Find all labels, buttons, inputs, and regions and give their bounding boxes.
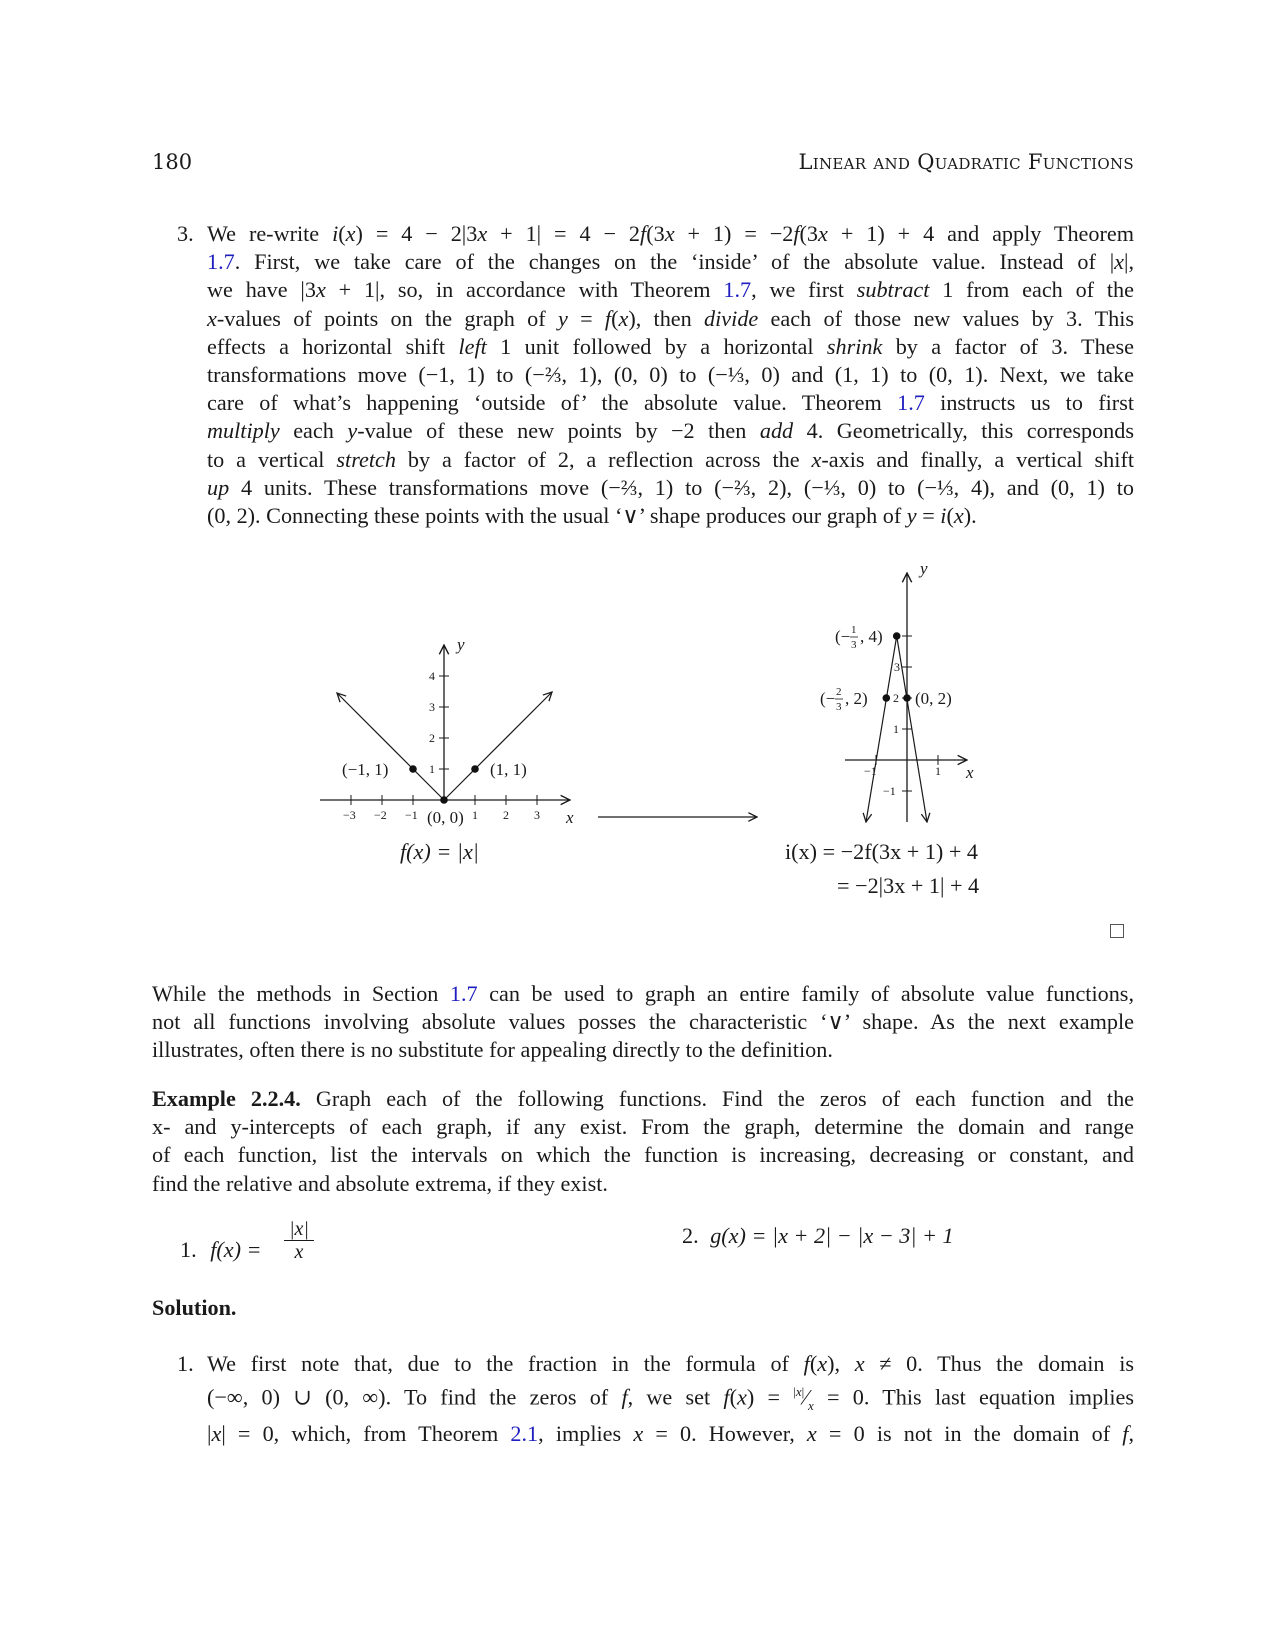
example-label: Example 2.2.4. [152,1086,301,1111]
item3-line-3: we have |3x + 1|, so, in accordance with Theorem 1.7, we first subtract 1 from each of the [207,277,1134,303]
problem-1: 1. f(x) = [180,1237,262,1262]
example-line-4: find the relative and absolute extrema, if they exist. [152,1170,608,1196]
svg-text:(−: (− [835,627,851,646]
transition-line-3: illustrates, often there is no substitute for appealing directly to the definition. [152,1037,833,1063]
svg-text:1: 1 [472,808,478,822]
svg-text:4: 4 [429,669,435,683]
transition-line-2: not all functions involving absolute values posses the characteristic ‘∨’ shape. As the next example [152,1009,1134,1035]
svg-text:1: 1 [851,624,857,636]
svg-text:y: y [920,559,928,578]
solution-item1-paragraph [207,1350,1134,1448]
transition-line-1: While the methods in Section 1.7 can be used to graph an entire family of absolute value functions, [152,981,1134,1006]
item3-line-4: x-values of points on the graph of y = f(x), then divide each of those new values by 3. This [207,305,1135,331]
right-graph-caption-line2: = −2|3x + 1| + 4 [837,873,980,898]
example-paragraph [152,1085,1134,1198]
theorem-link[interactable]: 2.1 [510,1421,539,1447]
section-link[interactable]: 1.7 [449,981,478,1006]
svg-text:2: 2 [503,808,509,822]
theorem-link[interactable]: 1.7 [207,249,235,275]
svg-text:y: y [457,635,465,654]
qed-box [1110,924,1124,938]
svg-text:2: 2 [429,731,435,745]
item3-line-8: multiply each y-value of these new points by −2 then add 4. Geometrically, this corresponds [207,418,1135,444]
svg-text:−1: −1 [405,808,418,822]
item3-line-1: We re-write i(x) = 4 − 2|3x + 1| = 4 − 2f(3x + 1) = −2f(3x + 1) + 4 and apply Theorem [207,221,1134,246]
svg-text:, 2): , 2) [845,689,868,708]
solution-line-2: (−∞, 0) ∪ (0, ∞). To find the zeros of f, we set $f(x) = ^{|x|}⁄_x = 0$. This last equation implies [207,1384,1134,1414]
svg-text:−3: −3 [343,808,356,822]
graph-i-x [820,559,974,822]
svg-text:, 4): , 4) [860,627,883,646]
solution-item-marker: 1. [177,1351,194,1376]
item3-line-7: care of what’s happening ‘outside of’ the absolute value. Theorem 1.7 instructs us to first [207,390,1134,416]
left-graph-caption: f(x) = |x| [400,839,479,864]
example-line-1: Example 2.2.4. Graph each of the following functions. Find the zeros of each function and the [152,1086,1135,1111]
svg-text:−1: −1 [883,784,896,798]
item3-line-2: 1.7. First, we take care of the changes on the ‘inside’ of the absolute value. Instead of |x|, [207,249,1134,275]
solution-line-3: |x| = 0, which, from Theorem 2.1, implies x = 0. However, x = 0 is not in the domain of f, [207,1421,1134,1447]
item3-line-9: to a vertical stretch by a factor of 2, a reflection across the x-axis and finally, a vertical shift [207,446,1134,472]
svg-text:3: 3 [851,639,857,651]
svg-text:(−: (− [820,689,836,708]
solution-line-1: We first note that, due to the fraction in the formula of f(x), x ≠ 0. Thus the domain is [207,1351,1135,1376]
right-graph-caption-line1: i(x) = −2f(3x + 1) + 4 [785,839,979,864]
problem-1-fraction: |x| x [284,1218,314,1263]
example-line-3: of each function, list the intervals on which the function is increasing, decreasing or constant, and [152,1142,1134,1168]
svg-text:(0, 2): (0, 2) [915,689,952,708]
svg-text:1: 1 [429,762,435,776]
running-title: Linear and Quadratic Functions [798,150,1134,174]
item3-line-10: up 4 units. These transformations move (−⅔, 1) to (−⅔, 2), (−⅓, 0) to (−⅓, 4), and (0, 1) to [207,474,1134,500]
svg-text:−2: −2 [374,808,387,822]
page-number: 180 [152,150,193,174]
svg-text:3: 3 [836,701,842,713]
svg-text:3: 3 [894,660,900,674]
theorem-link[interactable]: 1.7 [723,277,752,303]
theorem-link[interactable]: 1.7 [897,390,925,416]
svg-text:3: 3 [429,700,435,714]
svg-text:−1: −1 [864,764,877,778]
svg-text:(0, 0): (0, 0) [427,808,464,827]
svg-text:1: 1 [935,764,941,778]
svg-text:1: 1 [893,722,899,736]
example-line-2: x- and y-intercepts of each graph, if any exist. From the graph, determine the domain and range [152,1114,1134,1140]
item3-line-11: (0, 2). Connecting these points with the usual ‘∨’ shape produces our graph of y = i(x). [207,503,977,529]
item-marker: 3. [177,221,194,246]
transition-paragraph [152,980,1134,1065]
item3-line-5: effects a horizontal shift left 1 unit followed by a horizontal shrink by a factor of 3. These [207,333,1135,359]
svg-text:2: 2 [893,691,899,705]
svg-text:(1, 1): (1, 1) [490,760,527,779]
graph-f-abs-x [320,635,574,827]
problem-2: 2. g(x) = |x + 2| − |x − 3| + 1 [682,1223,954,1248]
solution-label: Solution. [152,1295,237,1320]
svg-text:(−1, 1): (−1, 1) [342,760,389,779]
item3-line-6: transformations move (−1, 1) to (−⅔, 1), (0, 0) to (−⅓, 0) and (1, 1) to (0, 1). Next, we take [207,362,1134,388]
svg-text:x: x [966,763,974,782]
svg-text:3: 3 [534,808,540,822]
svg-text:2: 2 [836,686,842,698]
svg-text:x: x [566,808,574,827]
